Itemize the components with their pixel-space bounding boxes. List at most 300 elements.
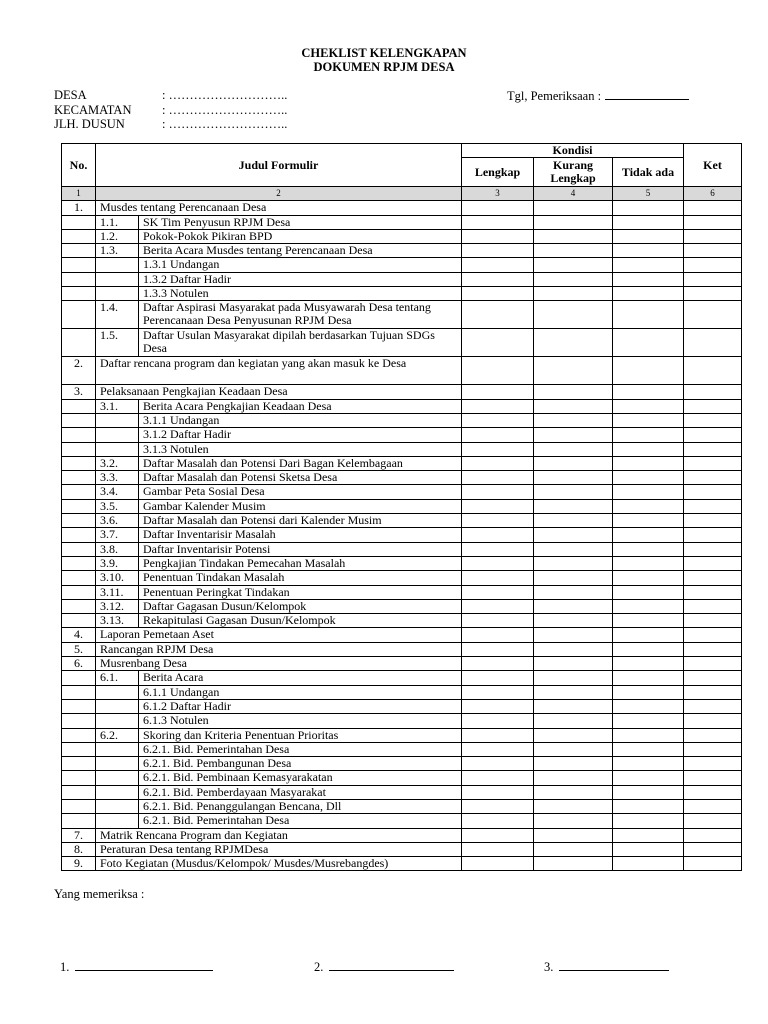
cell-lengkap[interactable]: [462, 301, 534, 329]
cell-kurang-lengkap[interactable]: [534, 385, 613, 399]
cell-ket[interactable]: [684, 201, 742, 215]
cell-lengkap[interactable]: [462, 599, 534, 613]
cell-lengkap[interactable]: [462, 728, 534, 742]
cell-tidak-ada[interactable]: [613, 714, 684, 728]
row-title: Foto Kegiatan (Musdus/Kelompok/ Musdes/Musrebangdes): [96, 857, 462, 871]
row-number-empty: [62, 428, 96, 442]
cell-ket[interactable]: [684, 657, 742, 671]
cell-tidak-ada[interactable]: [613, 301, 684, 329]
cell-ket[interactable]: [684, 229, 742, 243]
cell-tidak-ada[interactable]: [613, 399, 684, 413]
cell-tidak-ada[interactable]: [613, 357, 684, 385]
cell-tidak-ada[interactable]: [613, 456, 684, 470]
cell-kurang-lengkap[interactable]: [534, 785, 613, 799]
row-title: Laporan Pemetaan Aset: [96, 628, 462, 642]
cell-kurang-lengkap[interactable]: [534, 428, 613, 442]
signature-number: 2.: [314, 960, 324, 974]
cell-tidak-ada[interactable]: [613, 671, 684, 685]
cell-ket[interactable]: [684, 857, 742, 871]
cell-tidak-ada[interactable]: [613, 742, 684, 756]
row-subnumber: 3.9.: [96, 556, 139, 570]
row-subnumber: [96, 799, 139, 813]
cell-tidak-ada[interactable]: [613, 571, 684, 585]
row-subnumber: 3.1.: [96, 399, 139, 413]
cell-kurang-lengkap[interactable]: [534, 556, 613, 570]
row-number-empty: [62, 329, 96, 357]
cell-lengkap[interactable]: [462, 556, 534, 570]
cell-tidak-ada[interactable]: [613, 329, 684, 357]
cell-tidak-ada[interactable]: [613, 485, 684, 499]
col-index: 3: [462, 187, 534, 201]
cell-lengkap[interactable]: [462, 428, 534, 442]
table-row: [62, 671, 742, 685]
cell-ket[interactable]: [684, 814, 742, 828]
row-title: 6.2.1. Bid. Pemberdayaan Masyarakat: [139, 785, 462, 799]
cell-lengkap[interactable]: [462, 471, 534, 485]
table-row: [62, 499, 742, 513]
row-number-empty: [62, 456, 96, 470]
cell-lengkap[interactable]: [462, 857, 534, 871]
cell-tidak-ada[interactable]: [613, 857, 684, 871]
cell-tidak-ada[interactable]: [613, 642, 684, 656]
cell-ket[interactable]: [684, 642, 742, 656]
cell-lengkap[interactable]: [462, 571, 534, 585]
cell-kurang-lengkap[interactable]: [534, 215, 613, 229]
cell-lengkap[interactable]: [462, 714, 534, 728]
cell-lengkap[interactable]: [462, 799, 534, 813]
row-number-empty: [62, 542, 96, 556]
row-subnumber: 3.11.: [96, 585, 139, 599]
cell-ket[interactable]: [684, 244, 742, 258]
cell-tidak-ada[interactable]: [613, 814, 684, 828]
cell-tidak-ada[interactable]: [613, 514, 684, 528]
cell-ket[interactable]: [684, 742, 742, 756]
row-title: Daftar Masalah dan Potensi dari Kalender Musim: [139, 514, 462, 528]
cell-tidak-ada[interactable]: [613, 201, 684, 215]
cell-ket[interactable]: [684, 215, 742, 229]
cell-lengkap[interactable]: [462, 514, 534, 528]
row-title: 6.1.1 Undangan: [139, 685, 462, 699]
cell-ket[interactable]: [684, 628, 742, 642]
row-title: Peraturan Desa tentang RPJMDesa: [96, 842, 462, 856]
meta-label: DESA: [54, 88, 87, 102]
row-number-empty: [62, 771, 96, 785]
header-lengkap: Lengkap: [462, 158, 534, 187]
cell-ket[interactable]: [684, 514, 742, 528]
cell-kurang-lengkap[interactable]: [534, 699, 613, 713]
cell-lengkap[interactable]: [462, 399, 534, 413]
cell-lengkap[interactable]: [462, 442, 534, 456]
row-title: 1.3.3 Notulen: [139, 287, 462, 301]
cell-kurang-lengkap[interactable]: [534, 814, 613, 828]
cell-kurang-lengkap[interactable]: [534, 714, 613, 728]
cell-ket[interactable]: [684, 542, 742, 556]
row-number-empty: [62, 728, 96, 742]
row-title: 6.2.1. Bid. Pemerintahan Desa: [139, 742, 462, 756]
table-row: [62, 599, 742, 613]
cell-ket[interactable]: [684, 714, 742, 728]
cell-ket[interactable]: [684, 699, 742, 713]
cell-tidak-ada[interactable]: [613, 244, 684, 258]
cell-kurang-lengkap[interactable]: [534, 571, 613, 585]
cell-tidak-ada[interactable]: [613, 628, 684, 642]
row-title: Daftar Gagasan Dusun/Kelompok: [139, 599, 462, 613]
meta-value: : ………………………..: [162, 102, 288, 117]
cell-lengkap[interactable]: [462, 699, 534, 713]
row-subnumber: [96, 258, 139, 272]
cell-lengkap[interactable]: [462, 485, 534, 499]
cell-lengkap[interactable]: [462, 657, 534, 671]
cell-tidak-ada[interactable]: [613, 258, 684, 272]
row-title: 6.2.1. Bid. Pembangunan Desa: [139, 757, 462, 771]
cell-tidak-ada[interactable]: [613, 699, 684, 713]
cell-kurang-lengkap[interactable]: [534, 642, 613, 656]
row-title: SK Tim Penyusun RPJM Desa: [139, 215, 462, 229]
cell-ket[interactable]: [684, 272, 742, 286]
cell-lengkap[interactable]: [462, 229, 534, 243]
cell-tidak-ada[interactable]: [613, 215, 684, 229]
table-row: [62, 771, 742, 785]
cell-tidak-ada[interactable]: [613, 799, 684, 813]
cell-ket[interactable]: [684, 471, 742, 485]
cell-kurang-lengkap[interactable]: [534, 244, 613, 258]
table-row: [62, 699, 742, 713]
row-number: 3.: [62, 385, 96, 399]
table-row: [62, 428, 742, 442]
table-row: [62, 785, 742, 799]
cell-lengkap[interactable]: [462, 671, 534, 685]
row-number-empty: [62, 272, 96, 286]
tanggal-pemeriksaan: [507, 88, 689, 104]
col-index: 2: [96, 187, 462, 201]
cell-lengkap[interactable]: [462, 685, 534, 699]
table-row: [62, 799, 742, 813]
row-number-empty: [62, 742, 96, 756]
cell-tidak-ada[interactable]: [613, 599, 684, 613]
cell-tidak-ada[interactable]: [613, 785, 684, 799]
signature-number: 1.: [60, 960, 70, 974]
cell-ket[interactable]: [684, 258, 742, 272]
cell-kurang-lengkap[interactable]: [534, 456, 613, 470]
meta-row-desa: [54, 88, 312, 103]
cell-ket[interactable]: [684, 771, 742, 785]
cell-tidak-ada[interactable]: [613, 229, 684, 243]
cell-lengkap[interactable]: [462, 785, 534, 799]
cell-lengkap[interactable]: [462, 614, 534, 628]
table-row: [62, 229, 742, 243]
cell-kurang-lengkap[interactable]: [534, 585, 613, 599]
table-row: [62, 413, 742, 427]
cell-lengkap[interactable]: [462, 201, 534, 215]
row-title: Gambar Kalender Musim: [139, 499, 462, 513]
cell-kurang-lengkap[interactable]: [534, 799, 613, 813]
row-title: Penentuan Tindakan Masalah: [139, 571, 462, 585]
cell-ket[interactable]: [684, 399, 742, 413]
cell-lengkap[interactable]: [462, 542, 534, 556]
cell-kurang-lengkap[interactable]: [534, 485, 613, 499]
row-number-empty: [62, 556, 96, 570]
cell-lengkap[interactable]: [462, 585, 534, 599]
header-no: No.: [62, 144, 96, 187]
cell-tidak-ada[interactable]: [613, 499, 684, 513]
row-number-empty: [62, 528, 96, 542]
cell-kurang-lengkap[interactable]: [534, 757, 613, 771]
cell-tidak-ada[interactable]: [613, 385, 684, 399]
cell-lengkap[interactable]: [462, 272, 534, 286]
row-subnumber: 6.1.: [96, 671, 139, 685]
table-row: [62, 215, 742, 229]
cell-kurang-lengkap[interactable]: [534, 857, 613, 871]
row-title: Skoring dan Kriteria Penentuan Prioritas: [139, 728, 462, 742]
row-number: 9.: [62, 857, 96, 871]
cell-ket[interactable]: [684, 585, 742, 599]
cell-lengkap[interactable]: [462, 357, 534, 385]
tanggal-blank-line: [605, 88, 689, 100]
row-number-empty: [62, 685, 96, 699]
row-title: 3.1.2 Daftar Hadir: [139, 428, 462, 442]
cell-ket[interactable]: [684, 301, 742, 329]
header-kondisi: Kondisi: [462, 144, 684, 158]
cell-tidak-ada[interactable]: [613, 428, 684, 442]
cell-kurang-lengkap[interactable]: [534, 628, 613, 642]
row-number-empty: [62, 258, 96, 272]
cell-lengkap[interactable]: [462, 499, 534, 513]
table-row: [62, 258, 742, 272]
row-subnumber: 3.3.: [96, 471, 139, 485]
cell-kurang-lengkap[interactable]: [534, 399, 613, 413]
table-row: [62, 201, 742, 215]
row-title: 1.3.1 Undangan: [139, 258, 462, 272]
cell-lengkap[interactable]: [462, 287, 534, 301]
row-number-empty: [62, 671, 96, 685]
row-number-empty: [62, 699, 96, 713]
row-title: Gambar Peta Sosial Desa: [139, 485, 462, 499]
row-number-empty: [62, 287, 96, 301]
table-row: [62, 244, 742, 258]
table-row: [62, 399, 742, 413]
cell-kurang-lengkap[interactable]: [534, 728, 613, 742]
row-subnumber: 3.7.: [96, 528, 139, 542]
cell-ket[interactable]: [684, 571, 742, 585]
row-subnumber: 3.2.: [96, 456, 139, 470]
cell-tidak-ada[interactable]: [613, 757, 684, 771]
row-subnumber: 3.5.: [96, 499, 139, 513]
row-number-empty: [62, 757, 96, 771]
row-subnumber: [96, 814, 139, 828]
row-title: Penentuan Peringkat Tindakan: [139, 585, 462, 599]
row-title: Daftar Masalah dan Potensi Dari Bagan Kelembagaan: [139, 456, 462, 470]
row-title: 1.3.2 Daftar Hadir: [139, 272, 462, 286]
cell-ket[interactable]: [684, 556, 742, 570]
row-subnumber: 3.12.: [96, 599, 139, 613]
cell-kurang-lengkap[interactable]: [534, 657, 613, 671]
cell-lengkap[interactable]: [462, 528, 534, 542]
row-subnumber: 3.4.: [96, 485, 139, 499]
row-title: Daftar Masalah dan Potensi Sketsa Desa: [139, 471, 462, 485]
row-number-empty: [62, 499, 96, 513]
cell-kurang-lengkap[interactable]: [534, 413, 613, 427]
row-number-empty: [62, 599, 96, 613]
cell-tidak-ada[interactable]: [613, 842, 684, 856]
cell-lengkap[interactable]: [462, 642, 534, 656]
cell-kurang-lengkap[interactable]: [534, 685, 613, 699]
table-row: [62, 528, 742, 542]
row-subnumber: 3.13.: [96, 614, 139, 628]
row-subnumber: 3.10.: [96, 571, 139, 585]
cell-ket[interactable]: [684, 614, 742, 628]
cell-kurang-lengkap[interactable]: [534, 671, 613, 685]
header-row: [62, 144, 742, 158]
row-title: 3.1.3 Notulen: [139, 442, 462, 456]
cell-lengkap[interactable]: [462, 413, 534, 427]
cell-kurang-lengkap[interactable]: [534, 201, 613, 215]
row-title: Rekapitulasi Gagasan Dusun/Kelompok: [139, 614, 462, 628]
meta-label: KECAMATAN: [54, 102, 132, 117]
table-row: [62, 272, 742, 286]
row-number-empty: [62, 485, 96, 499]
cell-kurang-lengkap[interactable]: [534, 229, 613, 243]
cell-ket[interactable]: [684, 685, 742, 699]
table-row: [62, 642, 742, 656]
cell-lengkap[interactable]: [462, 742, 534, 756]
cell-lengkap[interactable]: [462, 385, 534, 399]
cell-tidak-ada[interactable]: [613, 685, 684, 699]
row-number-empty: [62, 814, 96, 828]
row-number-empty: [62, 229, 96, 243]
cell-ket[interactable]: [684, 671, 742, 685]
table-row: [62, 329, 742, 357]
table-row: [62, 685, 742, 699]
header-kurang-lengkap: Kurang Lengkap: [534, 158, 613, 187]
signature-1: [60, 958, 213, 975]
cell-kurang-lengkap[interactable]: [534, 442, 613, 456]
signature-line: [329, 958, 454, 971]
cell-tidak-ada[interactable]: [613, 828, 684, 842]
table-row: [62, 442, 742, 456]
table-row: [62, 485, 742, 499]
cell-ket[interactable]: [684, 757, 742, 771]
cell-kurang-lengkap[interactable]: [534, 599, 613, 613]
cell-kurang-lengkap[interactable]: [534, 258, 613, 272]
cell-kurang-lengkap[interactable]: [534, 357, 613, 385]
cell-kurang-lengkap[interactable]: [534, 542, 613, 556]
cell-tidak-ada[interactable]: [613, 413, 684, 427]
cell-tidak-ada[interactable]: [613, 471, 684, 485]
row-number-empty: [62, 571, 96, 585]
cell-kurang-lengkap[interactable]: [534, 272, 613, 286]
cell-tidak-ada[interactable]: [613, 272, 684, 286]
cell-ket[interactable]: [684, 413, 742, 427]
signature-3: [544, 958, 669, 975]
cell-ket[interactable]: [684, 329, 742, 357]
cell-tidak-ada[interactable]: [613, 585, 684, 599]
row-subnumber: [96, 785, 139, 799]
cell-ket[interactable]: [684, 728, 742, 742]
table-row: [62, 814, 742, 828]
row-number: 5.: [62, 642, 96, 656]
row-title: 6.2.1. Bid. Pemerintahan Desa: [139, 814, 462, 828]
cell-kurang-lengkap[interactable]: [534, 614, 613, 628]
cell-lengkap[interactable]: [462, 215, 534, 229]
row-subnumber: 1.2.: [96, 229, 139, 243]
cell-ket[interactable]: [684, 287, 742, 301]
cell-lengkap[interactable]: [462, 456, 534, 470]
cell-ket[interactable]: [684, 785, 742, 799]
cell-ket[interactable]: [684, 385, 742, 399]
col-index: 4: [534, 187, 613, 201]
signer-label: Yang memeriksa :: [54, 887, 145, 901]
cell-tidak-ada[interactable]: [613, 442, 684, 456]
signature-line: [559, 958, 669, 971]
cell-kurang-lengkap[interactable]: [534, 471, 613, 485]
cell-ket[interactable]: [684, 428, 742, 442]
col-index: 5: [613, 187, 684, 201]
table-row: [62, 714, 742, 728]
cell-tidak-ada[interactable]: [613, 657, 684, 671]
row-title: 3.1.1 Undangan: [139, 413, 462, 427]
cell-tidak-ada[interactable]: [613, 728, 684, 742]
document-title-line1: CHEKLIST KELENGKAPAN: [301, 46, 467, 60]
cell-ket[interactable]: [684, 485, 742, 499]
cell-kurang-lengkap[interactable]: [534, 828, 613, 842]
cell-lengkap[interactable]: [462, 258, 534, 272]
cell-kurang-lengkap[interactable]: [534, 499, 613, 513]
cell-ket[interactable]: [684, 442, 742, 456]
cell-kurang-lengkap[interactable]: [534, 287, 613, 301]
cell-lengkap[interactable]: [462, 628, 534, 642]
cell-kurang-lengkap[interactable]: [534, 514, 613, 528]
cell-tidak-ada[interactable]: [613, 287, 684, 301]
cell-ket[interactable]: [684, 499, 742, 513]
cell-lengkap[interactable]: [462, 329, 534, 357]
cell-lengkap[interactable]: [462, 757, 534, 771]
row-subnumber: 6.2.: [96, 728, 139, 742]
col-index: 6: [684, 187, 742, 201]
row-number-empty: [62, 399, 96, 413]
row-subnumber: 1.3.: [96, 244, 139, 258]
cell-lengkap[interactable]: [462, 814, 534, 828]
cell-tidak-ada[interactable]: [613, 528, 684, 542]
cell-tidak-ada[interactable]: [613, 614, 684, 628]
cell-ket[interactable]: [684, 528, 742, 542]
cell-kurang-lengkap[interactable]: [534, 528, 613, 542]
row-title: Pengkajian Tindakan Pemecahan Masalah: [139, 556, 462, 570]
row-number-empty: [62, 413, 96, 427]
cell-lengkap[interactable]: [462, 771, 534, 785]
cell-lengkap[interactable]: [462, 842, 534, 856]
cell-ket[interactable]: [684, 599, 742, 613]
cell-ket[interactable]: [684, 828, 742, 842]
cell-ket[interactable]: [684, 357, 742, 385]
cell-tidak-ada[interactable]: [613, 771, 684, 785]
signature-number: 3.: [544, 960, 554, 974]
cell-tidak-ada[interactable]: [613, 542, 684, 556]
cell-ket[interactable]: [684, 842, 742, 856]
cell-ket[interactable]: [684, 456, 742, 470]
cell-kurang-lengkap[interactable]: [534, 842, 613, 856]
row-number-empty: [62, 614, 96, 628]
cell-kurang-lengkap[interactable]: [534, 771, 613, 785]
row-number: 7.: [62, 828, 96, 842]
meta-row-kecamatan: [54, 103, 312, 118]
cell-ket[interactable]: [684, 799, 742, 813]
cell-lengkap[interactable]: [462, 828, 534, 842]
cell-lengkap[interactable]: [462, 244, 534, 258]
cell-tidak-ada[interactable]: [613, 556, 684, 570]
cell-kurang-lengkap[interactable]: [534, 742, 613, 756]
cell-kurang-lengkap[interactable]: [534, 329, 613, 357]
cell-kurang-lengkap[interactable]: [534, 301, 613, 329]
